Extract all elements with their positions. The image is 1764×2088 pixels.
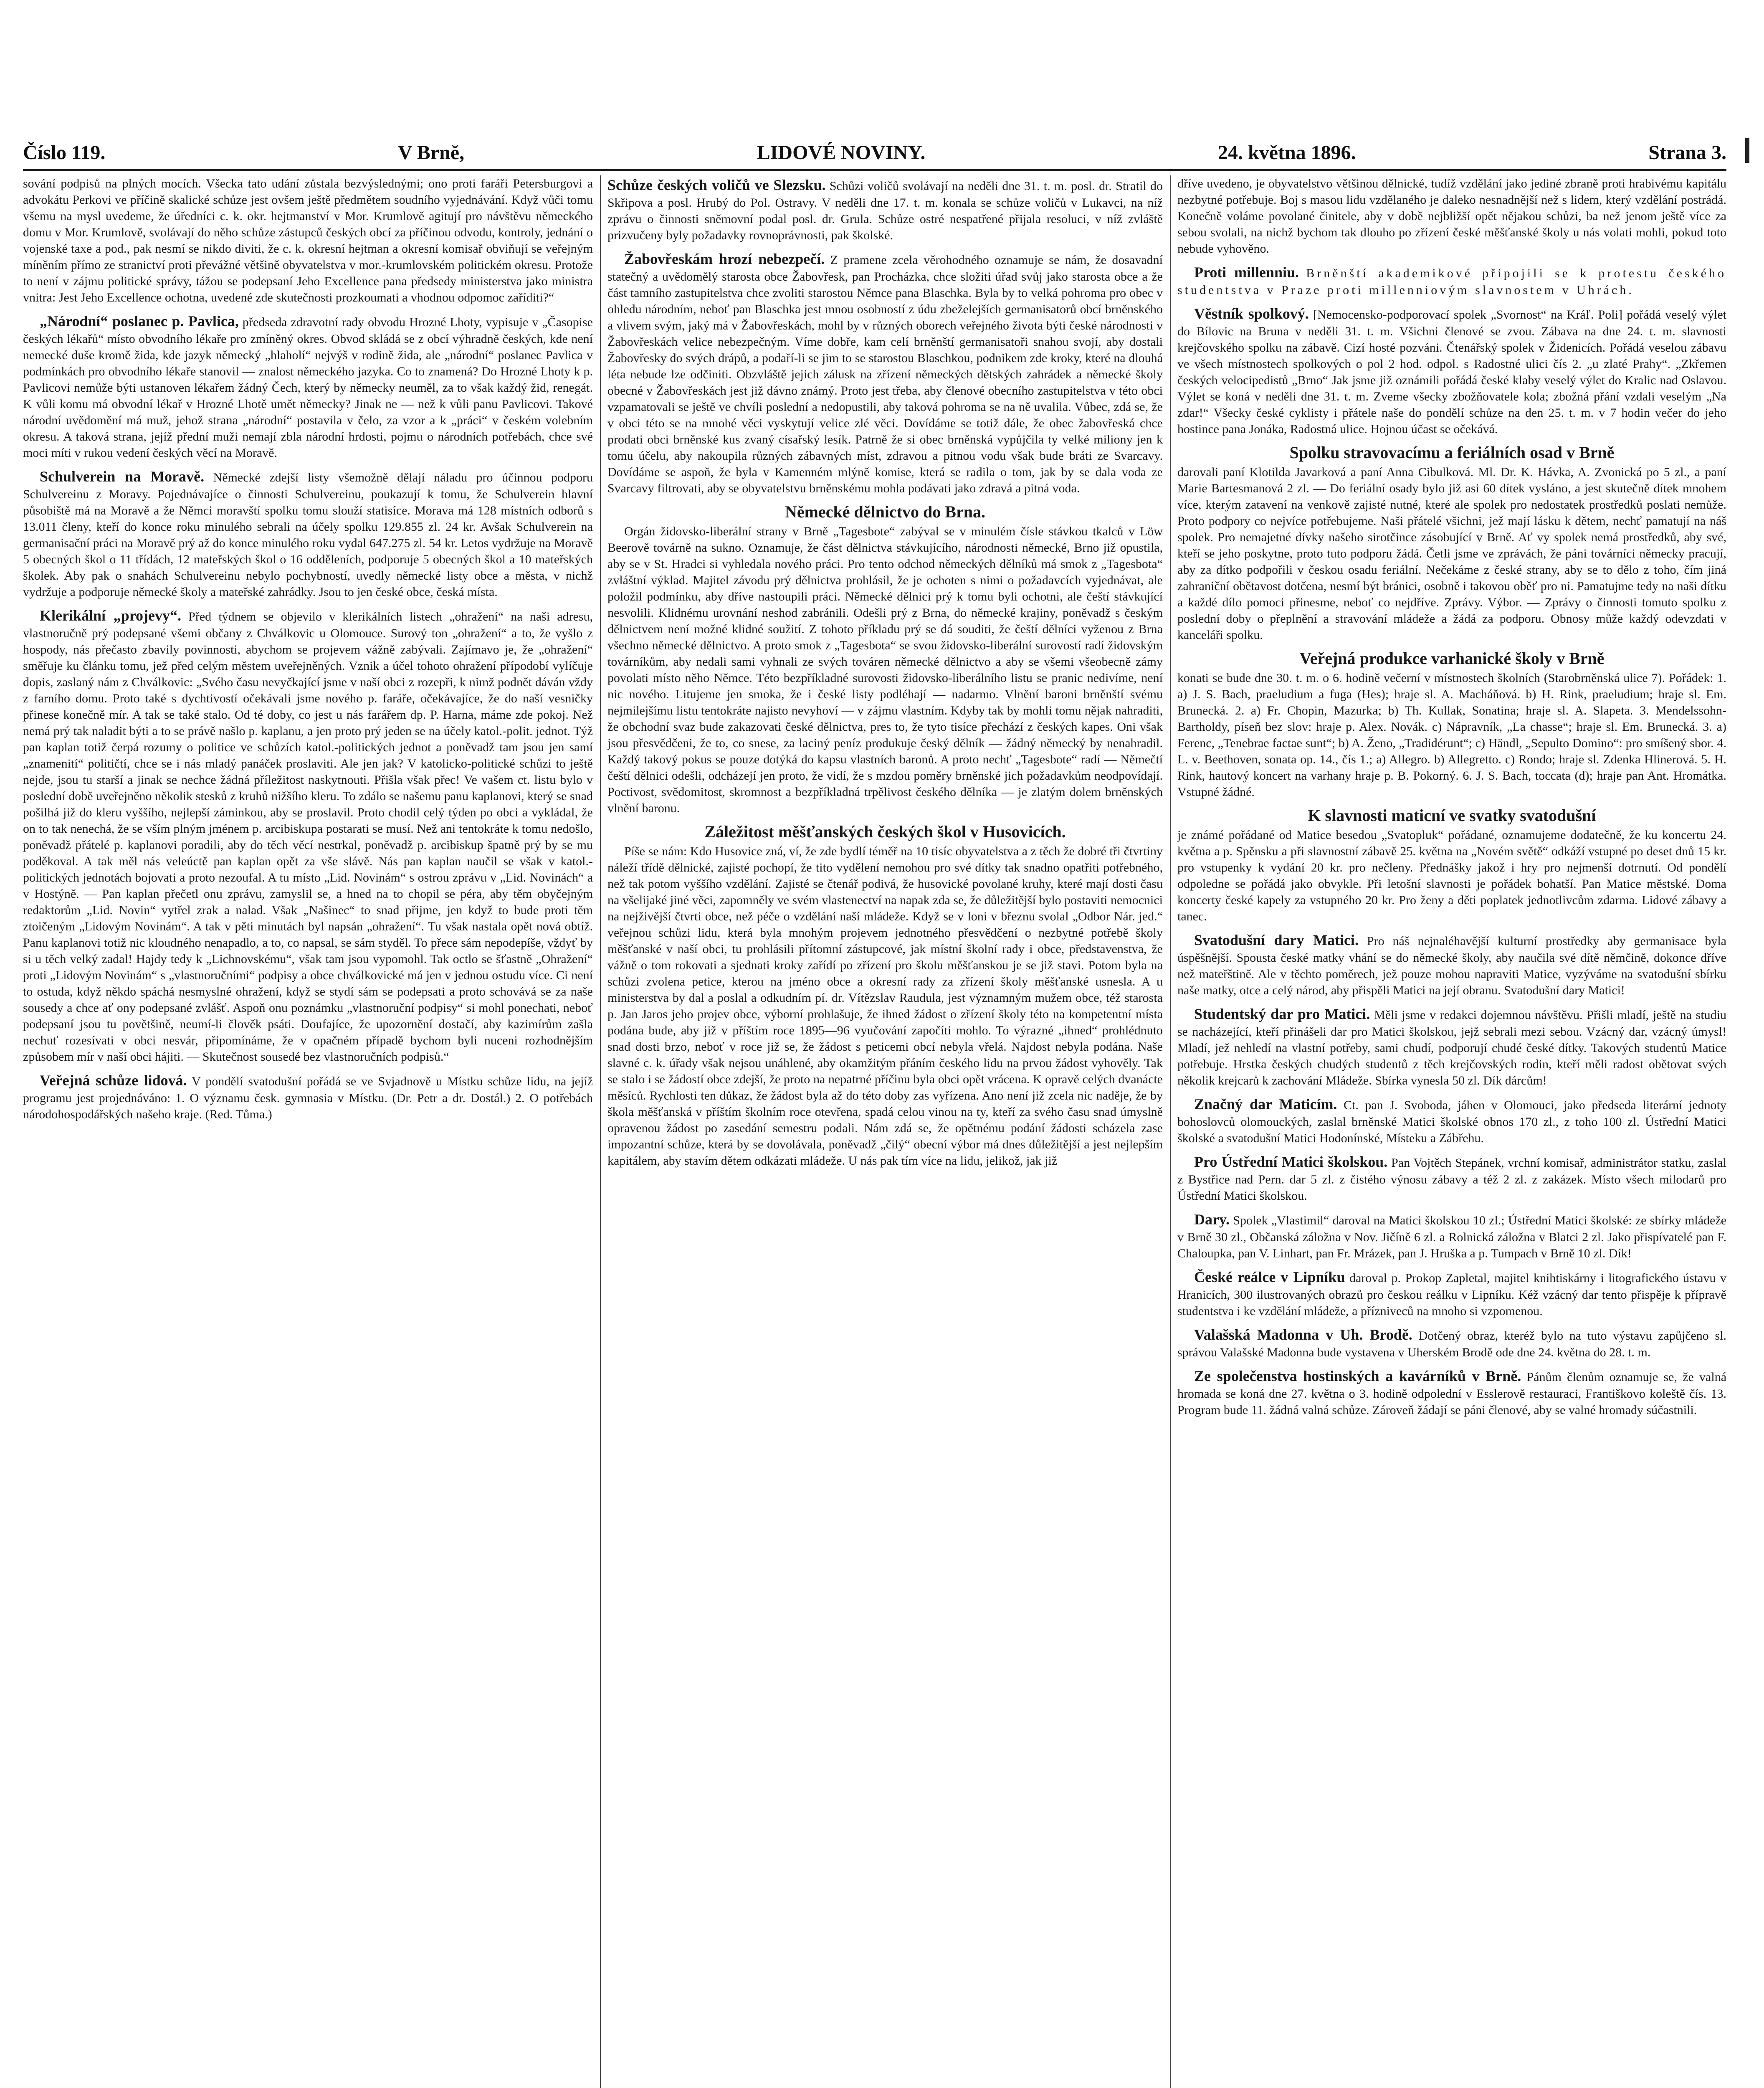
article-text: V pondělí svatodušní pořádá se ve Svjadnově u Místku schůze lidu, na jejíž programu jest projednáváno: 1. O významu česk. gymnasia v Místku. (Dr. Petr a dr. Dostál.) 2. O potřebách národohospodářských našeho kraje. (Red. Tůma.) <box>23 1074 593 1121</box>
article-text: Píše se nám: Kdo Husovice zná, ví, že zde bydlí téměř na 10 tisíc obyvatelstva a z těch že dobré tři čtvrtiny náleží třídě dělnické, zajisté pochopí, že tito vydělení nemohou pro své dítky tak snadno opatřiti potřebného, než tak potom vyššího vzdělání. Zajisté se čtenář podivá, že husovické povolané kruhy, které mají dosti času na všelijaké jiné věci, zapomněly ve svém vlastenectví na napak zda se, že důležitější bylo postaviti nemocnici na nejživější čtvrti obce, než péče o vzdělání naší mládeže. Když se v loni v březnu svolal „Odbor Nár. jed.“ veřejnou schůzi lidu, která byla mnohým projevem jednotného přesvědčení o nezbytné potřebě školy měšťanské v naší obci, tu prohlásili přítomní zástupcové, jak místní školní rady i obce, představenstva, že vážně o tom rokovati a sjednati kroky zařídí po zřízení pro školu měšťanskou je se již stavi. Potom byla na schůzi zvolena petice, kterou na jméno obce a okresní rady za zřízení školy měšťanské usnesla. A u ministerstva by dal a poslal a odkudním pí. dr. Vítězslav Raudula, jest významným mužem obce, též starosta p. Jan Jaros jeho projev obce, výborní prohlašuje, že ihned žádost o zřízení školy této na kompetentní místa podána bude, aby již v příštím roce 1895—96 vyučování započíti mohlo. To výrazné „ihned“ prohlédnuto snad dosti brzo, neboť v roce již se, že žádost s peticemi obcí nebyla vřelá. Najdost nebyla podána. Naše slavné c. k. úřady však nejsou unáhlené, aby okamžitým přáním českého lidu na prvou žádost vyhověly. Tak se stalo i se žádostí obce zdejší, že proto na nepatrné příčinu byla obci opět vrácena. K opravě celých dvanácte měsíců. Rychlosti ten důkaz, že žádost byla až do této doby zas vyřízena. Ano není již zcela nic naděje, že by škola měšťanská v příštím školním roce otevřena, spadá celou vinou na ty, kteří za svého času snad úmyslně opravenou žádost po zasedání semestru podali. Nám zdá se, že opětnému podání žádosti scházela zase impozantní schůze, která by se dovolávala, poněvadž „čilý“ obecní výbor má dnes důležitější a jest nejlepším kapitálem, aby stavím dětem odkázati mládeže. U nás pak tím více na lidu, jelikož, jak již <box>607 844 1163 1168</box>
article <box>1177 1366 1726 1418</box>
article-heading: Značný dar Maticím. <box>1194 1096 1337 1112</box>
article <box>1177 1152 1726 1204</box>
article <box>23 467 593 600</box>
article-heading: Dary. <box>1194 1211 1230 1228</box>
article <box>1177 263 1726 298</box>
article-heading: Žabovřeskám hrozí nebezpečí. <box>624 251 825 267</box>
article <box>23 312 593 461</box>
article <box>1177 806 1726 925</box>
article <box>1177 1210 1726 1262</box>
article-text: Německé zdejší listy všemožně dělají náladu pro účinnou podporu Schulvereinu z Moravy. Pojednávajíce o činnosti Schulvereinu, poukazují k tomu, že Schulverein hlavní působiště má na Moravě a že Němci moravští spolku tomu slouží statisíce. Morava má 128 místních odborů s 13.011 členy, kteří do konce roku minulého sebrali na účely spolku 129.855 zl. 24 kr. Avšak Schulverein na germanisační práci na Moravě prý až do konce minulého roku vydal 647.275 zl. 54 kr. Letos vydržuje na Moravě 5 obecných škol o 11 třídách, 12 mateřských škol o 16 odděleních, podporuje 5 obecných škol a 10 mateřských školek. Aby pak o snahách Schulvereinu nebylo pochybností, uvedly německé listy obce a města, v nichž vydržuje a podporuje německé školy a mateřské zahrádky. Jsou to jen české obce, česká místa. <box>23 471 593 599</box>
article <box>1177 1325 1726 1361</box>
article-text: Dotčený obraz, kteréž bylo na tuto výstavu zapůjčeno sl. správou Valašské Madonna bude vystavena v Uherském Brodě ode dne 24. května do 28. t. m. <box>1177 1329 1726 1359</box>
article-paragraph <box>1177 930 1726 998</box>
article-paragraph <box>607 175 1163 243</box>
article-paragraph <box>1177 1210 1726 1262</box>
article-text: Ct. pan J. Svoboda, jáhen v Olomouci, jako předseda literární jednoty bohoslovců olomouckých, zaslal brněnské Matici školské obnos 170 zl., z toho 100 zl. Ústřední Matici školské a svatodušní Matici Hodonínské, Místeku a Zábřehu. <box>1177 1098 1726 1145</box>
article-heading: Klerikální „projevy“. <box>40 607 181 624</box>
article <box>23 606 593 1065</box>
article-heading: Ze společenstva hostinských a kavárníků v Brně. <box>1194 1368 1521 1384</box>
article <box>1177 443 1726 643</box>
article-text: darovali paní Klotilda Javarková a paní Anna Cibulková. Ml. Dr. K. Hávka, A. Zvonická po 5 zl., a paní Marie Bartesmanová 2 zl. — Do feriální osady bylo již asi 60 dítek vysláno, a jest skutečně dítek mnohem více, kterým zatavení na venkově zajisté nutné, které ale spolek pro nedostatek prostředků poslati nemůže. Proto podpory co nejvíce potřebujeme. Naši přátelé všichni, jež mají lásku k dětem, nechť pamatují na náš spolek. Pro nemajetné dívky našeho sirotčince zásobující v Brně. Ať vy spolek nemá prostředků, aby své, kteří se jeho poskytne, proto tuto podporu žádá. Četli jsme ve zprávách, že páni továrníci německy pracují, aby za dítko podpořili v českou osadu feriální. Nečekáme z české strany, aby se to dělo z toho, čím jiná zahraniční obětavost dotčena, nesmí být bránici, osobně i takovou oběť pro ni. Pamatujme tedy na naši dítku a každé dílo pomoci přinesme, neboť co nejdříve. Zprávy. Výbor. — Zprávy o činnosti tomuto spolku z poslední doby o přeplnění a stravování mládeže a žádá za podporu. Obnosy může každý odevzdati v kanceláři spolku. <box>1177 465 1726 642</box>
article <box>607 822 1163 1169</box>
article-paragraph <box>1177 304 1726 437</box>
article-text: [Nemocensko-podporovací spolek „Svornost“ na Kráľ. Poli] pořádá veselý výlet do Bílovic na Bruna v neděli 31. t. m. Všichni členové se zvou. Zábava na dne 24. t. m. slavnosti krejčovského spolku na zábavě. Cizí hosté pozváni. Čtenářský spolek v Židenicích. Pořádá veselou zábavu ve všech místnostech spolkových o pol 2 hod. odpol. s Radostné ulici čís 2. „u zlaté Prahy“. „Zkřemen českých velocipedistů „Brno“ Jak jsme již oznámili pořádá české klaby veselý výlet do Kralic nad Oslavou. Výlet se koná v neděli dne 31. t. m. Zveme všecky zbožňovatele kola; zbožná přání vzdali veselým „Na zdar!“ Všecky české cyklisty i přátele naše do pondělí schůze na den 25. t. m. v 7 hodin večer do jeho hostince pana Jonáka, Radostná ulice. Hojnou účast se očekává. <box>1177 308 1726 436</box>
article-heading: Věstník spolkový. <box>1194 305 1309 322</box>
article-heading: Studentský dar pro Matici. <box>1194 1006 1370 1022</box>
article-text: Pro náš nejnaléhavější kulturní prostředky aby germanisace byla úspěšnější. Spousta české matky vhání se do německé školy, aby naučila své dítě němčině, dokonce dříve než mateřštině. Ale v těchto poměrech, jež pouze mohou napraviti Matice, vyzýváme na svatodušní sbírku naše matky, otce a celý národ, aby přispěli Matici na její obranu. Svatodušní dary Matici! <box>1177 934 1726 997</box>
article-heading: Veřejná produkce varhanické školy v Brně <box>1299 649 1605 668</box>
article-paragraph <box>1177 1366 1726 1418</box>
article <box>1177 175 1726 257</box>
page-number: Strana 3. <box>1648 141 1726 164</box>
article <box>1177 930 1726 998</box>
column-2 <box>607 175 1163 2088</box>
article <box>1177 1004 1726 1089</box>
article-paragraph <box>1177 1004 1726 1089</box>
article-paragraph <box>1177 1325 1726 1361</box>
article <box>1177 1095 1726 1146</box>
article-heading: Záležitost měšťanských českých škol v Husovicích. <box>704 822 1066 841</box>
issue-date: 24. května 1896. <box>1217 141 1356 164</box>
article-heading: Pro Ústřední Matici školskou. <box>1194 1153 1388 1170</box>
column-divider <box>600 175 601 2088</box>
city: V Brně, <box>397 141 465 164</box>
article-heading: Valašská Madonna v Uh. Brodě. <box>1194 1326 1412 1343</box>
article-text: Měli jsme v redakci dojemnou návštěvu. Přišli mladí, ještě na studiu se nacházející, kteří přinášeli dar pro Matici školskou, jejž sebrali mezi sebou. Vzácný dar, vzácný úmysl! Mladí, jež nehledí na vlastní potřeby, sami chudí, podporují chudé české dítky. Takových studentů Matice potřebuje. Hrstka českých chudých studentů z těch krejčovských rodin, kteří měli radost obětovat svých několik krejcarů k zachování Mládeže. Sbírka vynesla 50 zl. Dík dárcům! <box>1177 1008 1726 1087</box>
article-text: je známé pořádané od Matice besedou „Svatopluk“ pořádané, oznamujeme dodatečně, že ku koncertu 24. května a p. Spěnsku a při slavnostní zábavě 25. května na „Novém světě“ odkáží vstupné po deset dnů 15 kr. pro vstupenky k vydání 20 kr. pro nečleny. Přednášky jakož i hry pro nejmenší dotrnutí. Od pondělí odpoledne se pořádá jako obvykle. Při letošní slavnosti je pořádek bohatší. Pan Matice městské. Doma koncerty české kapely za vstupného 20 kr. Pro ženy a děti poplatek jednotlivcům zdarma. Lidové zábavy a tanec. <box>1177 828 1726 923</box>
article <box>1177 649 1726 800</box>
article-heading: Německé dělnictvo do Brna. <box>785 502 985 521</box>
article-text: Z pramene zcela věrohodného oznamuje se nám, že dosavadní statečný a uvědomělý starosta obce Žabovřesk, pan Procházka, chce složiti úřad svůj jako starosta obce a že část tamního zastupitelstva chce zvoliti starostou Němce pana Blaschka. Byla by to velká pohroma pro obec v ohledu národním, neboť pan Blaschka jest mnou osobností z údu zbeželejších germanisatorů obcí brněnského a vlivem svým, jaký má v Žabovřeskách, mohl by v různých oborech veřejného života býti české národnosti v Žabovřeskách velice nebezpečným. Víme dobře, kam celí brněnští germanisatoři snahou svojí, aby dostali Žabovřesky do svých drápů, a podaří-li se jim to se starostou Blaschkou, podnikem zde kroky, které na dlouhá léta nebude lze odčiniti. Obzvláště jejich zálusk na zřízení německých dětských zahrádek a německé školy obecné v Žabovřeskách jest již dávno známý. Proto jest třeba, aby členové obecního zastupitelstva v této obci vzpamatovali se ještě ve chvíli poslední a nedopustili, aby taková pohroma se na ně uvalila. Vůbec, zdá se, že v obci této se na mnohé věci vyskytují velice zlé věci. Dovídáme se totiž dále, že obec žabovřeská chce prodati obci brněnské kus zvaný císařský lesík. Patrně že si obec brněnská vypůjčila ty velké miliony jen k tomu účelu, aby nakoupila různých zábavných míst, zdravou a pitnou vodu však bude bráti ze Svarcavy. Dovídáme se aspoň, že byla v Kamenném mlýně komise, která se radila o tom, jak by se dala voda ze Svarcavy filtrovati, aby se obyvatelstvu brněnskému mohla podávati jako zdravá a pitná voda. <box>607 253 1163 495</box>
article-text: daroval p. Prokop Zapletal, majitel knihtiskárny i litografického ústavu v Hranicích, 300 ilustrovaných obrazů pro českou reálku v Lipníku. Kéž vzácný dar tento přispěje k přípravě studentstva i ke vzdělání mládeže, a přízniveců na mnoho si vzpomenou. <box>1177 1271 1726 1318</box>
article-paragraph <box>1177 1152 1726 1204</box>
article-paragraph <box>23 1071 593 1123</box>
article-text: Před týdnem se objevilo v klerikálních listech „ohražení“ na naši adresu, vlastnoručně prý podepsané všemi občany z Chválkovic u Olomouce. Surový ton „ohražení“ a to, že vyšlo z hospody, nás přečasto zbavily povinnosti, abychom se projevem vážně zabývali. Zajímavo je, že „ohražení“ směřuje ku článku tomu, jež před celým městem uveřejněných. Vznik a účel tohoto ohražení přípodobí vylíčuje dopis, zaslaný nám z Chválkovic: „Svého času nevyčkající jsme v naší obci z rozepři, k nimž podnět dáván vždy z farního domu. Proto také s dychtivostí očekávali jsme nového p. faráře, očekávajíce, že do naší vesničky přinese konečně mír. A tak se také stalo. Od té doby, co jest u nás farářem dp. P. Harna, máme zde pokoj. Než nemá prý tak naladit býti a to se právě našlo p. kaplanu, a jen proto prý jeden se na účely katol.-polit. jednot. Týž pan kaplan totiž čerpá rozumy o politice ve schůzích katol.-politických jednot a poněvadž tam jsou jen samí „znamenití“ političtí, chce se i nás mladý panáček proslaviti. Ale jen jak? V katolicko-politické schůzi to ještě nejde, jsou tu starší a jinak se nechce žádná příležitost naskytnouti. Přišla však přec! Ve vašem ct. listu bylo v poslední době uveřejněno několik stesků z kruhů nižšího kleru. To zdálo se našemu panu kaplanovi, který se snad pošilhá již do kleru vyššího, nejlepší záminkou, aby se proslavil. Proto chodil celý týden po obci a vykládal, že on to tak nenechá, že se vším plným jménem p. arcibiskupa postarati se musí. Než ani tentokráte k tomu nedošlo, poněvadž přátelé p. kaplanovi poradili, aby do těch věcí nestrkal, poněvadž p. arcibiskup špatně prý by se mu poděkoval. A tak měl nás veleúctě pan kaplan opět za vše slávě. Nás pan kaplan naučil se však v katol.-politických jednotách bojovati a proto nezoufal. A tu místo „Lid. Novinám“ s ostrou zprávu v „Lid. Novinách“ a v Hostýně. — Pan kaplan přečetl onu zprávu, zamyslil se, a hned na to chopil se péra, aby těm obyčejným redaktorům „Lid. Novin“ vytřel zrak a nalad. Však „Našinec“ to snad přijme, jen když to bude proti těm ztoičeným „Lidovým Novinám“. A tak v pěti minutách byl napsán „ohražení“. Tu však nastala opět nová obtíž. Panu kaplanovi totiž nic kloudného nenapadlo, a to, co napsal, se sám styděl. To přece sám nepodepíše, vždyť by si u těch velký zadal! Hajdy tedy k „Lichnovskému“, však tam jsou vypomohl. Tak octlo se šťastně „Ohražení“ proti „Lidovým Novinám“ s „vlastnoručními“ podpisy a obce chválkovické má jen v jednou ostudu více. Ci není to ostuda, když někdo spáchá nesmyslné ohražení, když se stydí sám se podepsati a proto schovává se za naše sousedy a chce ať ony podepsané zvlášť. Aspoň onu poznámku „vlastnoruční podpisy“ si mohl ponechati, neboť podepsaní jsou tu povětšině, neumí-li člověk psáti. Doufajíce, že upozornění dostačí, aby kazimírům zašla nechuť rozesívati v obci nesvár, připomínáme, že v opačném případě bychom byli nuceni rozhodnějším způsobem mír v naší obci hájiti. — Skutečnost sousedé bez vlastnoručních podpisů.“ <box>23 610 593 1064</box>
article-heading: Proti millenniu. <box>1194 264 1299 281</box>
article-heading: K slavnosti maticní ve svatky svatodušní <box>1308 806 1596 825</box>
article-paragraph <box>607 249 1163 497</box>
column-divider <box>1170 175 1171 2088</box>
article-heading: České reálce v Lipníku <box>1194 1269 1345 1285</box>
article <box>1177 1267 1726 1319</box>
article <box>607 249 1163 497</box>
article <box>23 1071 593 1123</box>
article-text: sování podpisů na plných mocích. Všecka tato udání zůstala bezvýslednými; ono proti faráři Petersburgovi a advokátu Perkovi ve příčině skalické schůze jest ovšem ještě předmětem soudního vyjednávání. Když vůči tomu všemu na mysl uvedeme, že úředníci c. k. okr. hejtmanství v Mor. Krumlově agitují pro návštěvu německého domu v Mor. Krumlově, svolávají do něho schůze zástupců českých obcí za příčinou odvodu, kontroly, jednání o vojenské taxe a pod., pak nesmí se nikdo diviti, že c. k. okresní hejtman a okresní komisař obviňují se veřejným míněním přímo ze stranictví proti převážné většině obyvatelstva v mor.-krumlovském politickém okresu. Protože to není v zájmu politické správy, tážou se podepsaní Jeho Excellence pana předsedy ministerstva jako ministra vnitra: Jest Jeho Excellence ochotna, uvedené zde skutečnosti prozkoumati a vhodnou odpomoc zaříditi?“ <box>23 177 593 304</box>
article-text: předseda zdravotní rady obvodu Hrozné Lhoty, vypisuje v „Časopise českých lékařů“ místo obvodního lékaře pro zmíněný okres. Obvod skládá se z obcí výhradně českých, kde není nemecké duše kromě žida, kde jazyk německý „hlaholí“ nejvýš v rodině žida, ale „národní“ poslanec Pavlica v podmínkách pro obvodního lékaře stanovil — znalost německého jazyka. Co to znamená? Do Hrozné Lhoty k p. Pavlicovi nemůže býti ustanoven lékařem žádný Čech, který by německy neuměl, za to však každý žid, renegát. K vůli komu má obvodní lékař v Hrozné Lhotě umět německy? Jinak ne — než k vůli panu Pavlicovi. Takové národní uvědomění má muž, jehož strana „národní“ postavila v čelo, za vzor a k „práci“ v českém volebním okresu. A taková strana, jejíž přední muži nemají zbla národní hrdosti, pojmu o národních potřebách, chce své moci míti v rukou vedení českých věcí na Moravě. <box>23 315 593 460</box>
article <box>23 175 593 306</box>
scan-edge-mark <box>1745 138 1749 163</box>
article-paragraph <box>1177 1095 1726 1146</box>
masthead <box>23 138 1726 167</box>
column-3 <box>1177 175 1726 2088</box>
article <box>607 175 1163 243</box>
masthead-rule <box>23 169 1726 171</box>
article-paragraph <box>23 606 593 1065</box>
issue-number: Číslo 119. <box>23 141 106 164</box>
article-text: Orgán židovsko-liberální strany v Brně „Tagesbote“ zabýval se v minulém čísle stávkou tkalců v Löw Beerově továrně na sukno. Oznamuje, že část dělnictva stávkujícího, národnosti německé, Brno již opustila, aby se v St. Hradci si vyhledala nového práci. Pro tento odchod německých dělníků má smok z „Tagesbota“ zvláštní výklad. Majitel závodu prý dělnictva prohlásil, že je ochoten s nimi o požadavcích vyjednávat, ale položil podmínku, aby dříve nastoupili práci. Německé dělnici prý k tomu byli ochotni, ale čeští stávkující nesvolili. Klidnému urovnání neshod zabránili. Odešli prý z Brna, do německé krajiny, poněvadž s českým dělnictvem není možné klidné soužití. Z tohoto příkladu prý se dá souditi, že čeští dělníci vyženou z Brna všechno německé dělnictvo. A proto smok z „Tagesbota“ se svou židovsko-liberální surovostí radí židovským továrníkům, aby nedali sami vyhnali ze svých továren německé dělnictvo a aby se všemi všeobecně zámy povolati místo něho Němce. Této bezpříkladné surovosti židovsko-liberálního listu se pranic nedivíme, není nic nového. Litujeme jen smoka, že i české listy podléhají — nadarmo. Vlnění baroni brněnští svému nejmilejšímu listu tentokráte najisto nevyhoví — v zájmu vlastním. Kdyby tak by mohli tomu nějak nahraditi, že obchodní svaz bude zakazovati české dělnictva, pres to, že tyto tisíce přechází z českých kapes. Oni však jsou přesvědčeni, že to, co snese, za laciný peníz produkuje český dělník — žádný německý by nenahradil. Každý takový pokus se pouze dotýká do kapsu vlastních baronů. A proto nechť „Tagesbote“ radí — Němečtí čeští dělnici odešli, odcházejí jen proto, že vidí, že s mzdou poměry brněnské jich požadavkům neodpovídají. Poctivost, svědomitost, skromnost a bezpříkladná trpělivost českého dělníka — je zlatým dolem brněnských vlnění baronu. <box>607 525 1163 815</box>
article-paragraph <box>23 467 593 600</box>
article-text: Spolek „Vlastimil“ daroval na Matici školskou 10 zl.; Ústřední Matici školské: ze sbírky mládeže v Brně 30 zl., Občanská záložna v Nov. Jičíně 6 zl. a Rolnická záložna v Blatci 2 zl. Jako přispívatelé pan F. Chaloupka, pan V. Linhart, pan Fr. Mrázek, pan J. Hruška a p. Tumpach v Brně 10 zl. Dík! <box>1177 1214 1726 1260</box>
article-paragraph <box>1177 263 1726 298</box>
article-heading: „Národní“ poslanec p. Pavlica, <box>40 313 239 329</box>
article-text: Schůzi voličů svolávají na neděli dne 31. t. m. posl. dr. Stratil do Skřipova a posl. Hrubý do Pol. Ostravy. V neděli dne 17. t. m. konala se schůze voličů v Lukavci, na níž zprávu o činnosti sněmovní podal posl. dr. Grula. Schůze ostré nespatřené přijala resoluci, v níž zvláště prizvučeny byly požadavky rovnoprávnosti, pak školské. <box>607 179 1163 242</box>
article-text: Pan Vojtěch Stepánek, vrchní komisař, administrátor statku, zaslal z Bystřice nad Pern. dar 5 zl. z čistého výnosu zábavy a též 2 zl. z zakázek. Místo všech milodarů pro Ústřední Matici školskou. <box>1177 1156 1726 1203</box>
article-paragraph <box>1177 1267 1726 1319</box>
article-heading: Svatodušní dary Matici. <box>1194 932 1359 948</box>
article <box>607 502 1163 816</box>
column-1 <box>23 175 593 2088</box>
article-heading: Veřejná schůze lidová. <box>40 1072 187 1089</box>
article-heading: Schůze českých voličů ve Slezsku. <box>607 177 826 193</box>
article-paragraph <box>23 312 593 461</box>
article <box>1177 304 1726 437</box>
paper-title: LIDOVÉ NOVINY. <box>757 141 926 164</box>
article-text: konati se bude dne 30. t. m. o 6. hodině večerní v místnostech školních (Starobrněnská ulice 7). Pořádek: 1. a) J. S. Bach, praeludium a fuga (Hes); hraje sl. A. Macháňová. b) H. Rink, praeludium; hraje sl. Em. Brunecká. 2. a) Fr. Chopin, Mazurka; b) Th. Kullak, Sonatina; hraje sl. A. Slapeta. 3. Mendelssohn-Bartholdy, píseň bez slov: hraje p. Alex. Novák. c) Nápravník, „La chasse“; hraje sl. Em. Brunecká. 3. a) Ferenc, „Tenebrae factae sunt“; b) A. Ženo, „Tradidérunt“; c) Händl, „Sepulto Domino“: pro smíšený sbor. 4. L. v. Beethoven, sonata op. 14., čís 1.; a) Allegro. b) Allegretto. c) Rondo; hraje sl. Zdenka Hlinerová. 5. H. Rink, hautový koncert na varhany hraje p. B. Pokorný. 6. J. S. Bach, toccata (d); hraje pan Ant. Hromátka. Vstupné žádné. <box>1177 671 1726 799</box>
article-text: dříve uvedeno, je obyvatelstvo většinou dělnické, tudíž vzdělání jako jediné zbraně proti hrabivému kapitálu nezbytné potřebuje. Boj s masou lidu vzdělaného je daleko nesnadnější než s lidem, který vzdělání postrádá. Konečně voláme povolané činitele, aby v době nejbližší opět nějakou schůzi, ba než jenom ještě více za sebou svolali, na nichž bychom tak dlouho po zřízení české měšťanské školy u nás volati mohli, pokud toto nebude vyhověno. <box>1177 177 1726 256</box>
article-heading: Spolku stravovacímu a feriálních osad v Brně <box>1289 443 1615 462</box>
article-text: Brněnští akademikové připojili se k protestu českého studentstva v Praze proti millenniovým slavnostem v Uhrách. <box>1177 266 1726 297</box>
article-heading: Schulverein na Moravě. <box>40 468 205 485</box>
article-text: Pánům členům oznamuje se, že valná hromada se koná dne 27. května o 3. hodině odpolední v Esslerově restauraci, Františkovo koleště čís. 13. Program bude 11. žádná valná schůze. Zároveň žádají se páni členové, aby se valné hromady súčastnili. <box>1177 1370 1726 1417</box>
